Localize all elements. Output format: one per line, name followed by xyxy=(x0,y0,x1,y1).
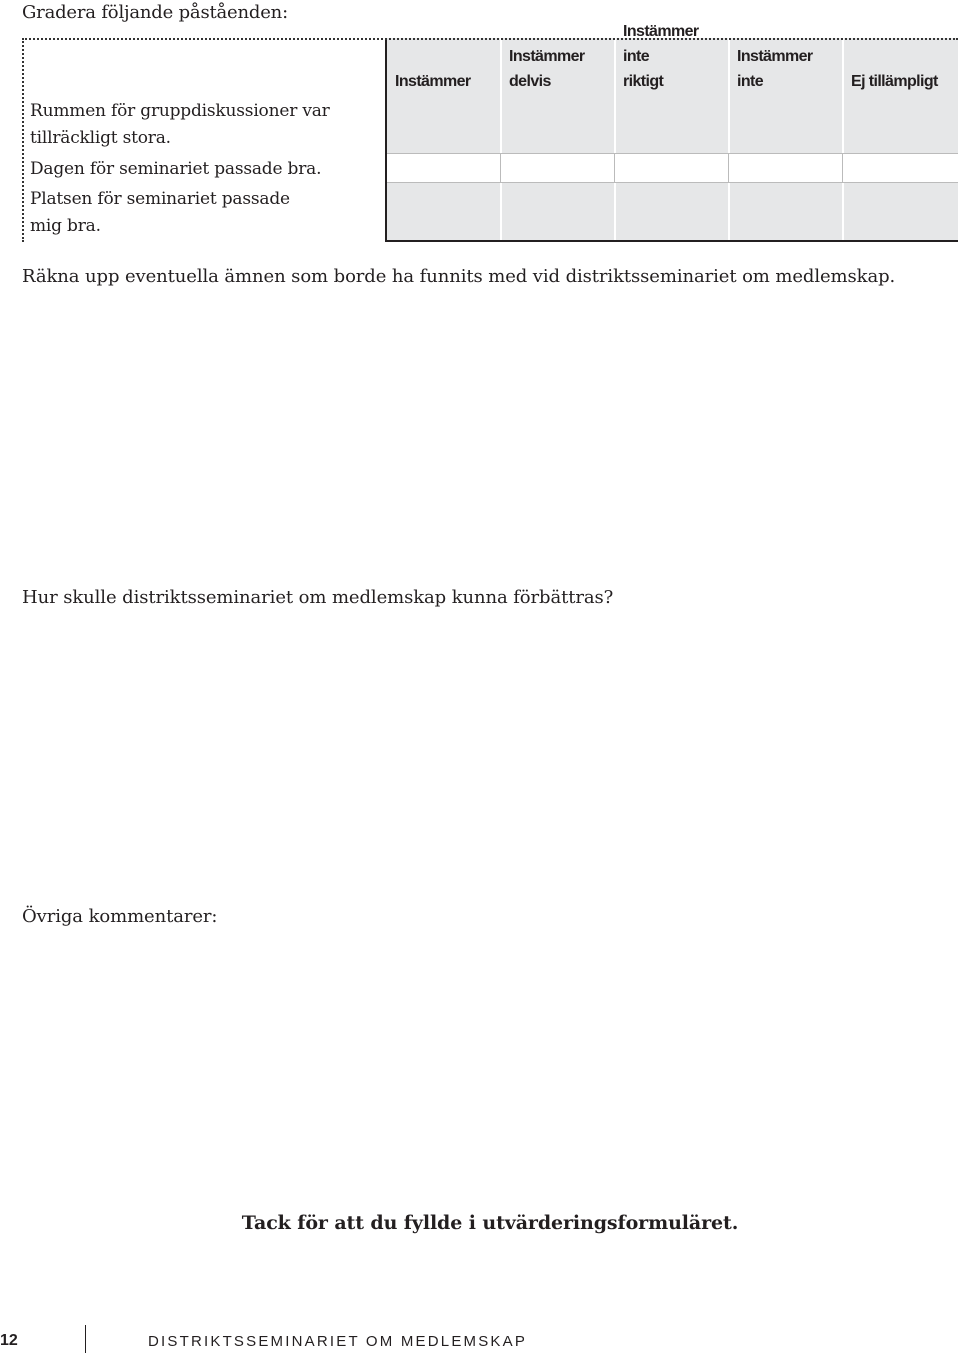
question-topics: Räkna upp eventuella ämnen som borde ha funnits med vid distriktsseminariet om medlemskap. xyxy=(22,266,896,287)
footer-title: DISTRIKTSSEMINARIET OM MEDLEMSKAP xyxy=(148,1333,528,1350)
statement-day: Dagen för seminariet passade bra. xyxy=(30,159,322,179)
page-heading: Gradera följande påståenden: xyxy=(22,2,288,23)
statement-rooms: Rummen för gruppdiskussioner var tillräckligt stora. xyxy=(30,101,330,148)
thank-you-note: Tack för att du fyllde i utvärderingsformuläret. xyxy=(241,1212,739,1234)
statement-venue: Platsen för seminariet passade mig bra. xyxy=(30,189,290,236)
column-header-ej-tillampligt: Ej tillämpligt xyxy=(851,73,938,90)
answer-cell[interactable] xyxy=(616,99,728,153)
answer-cell[interactable] xyxy=(844,99,958,153)
answer-cell[interactable] xyxy=(502,99,614,153)
column-header-instammer: Instämmer xyxy=(395,73,471,90)
answer-area-improve[interactable] xyxy=(22,618,952,898)
table-bottom-rule xyxy=(386,240,958,242)
answer-cell[interactable] xyxy=(730,99,842,153)
page-number: 12 xyxy=(0,1332,18,1349)
rating-table xyxy=(22,23,958,242)
question-comments: Övriga kommentarer: xyxy=(22,906,218,927)
answer-cell[interactable] xyxy=(388,99,500,153)
column-header-instammer-inte: Instämmer inte xyxy=(737,48,813,90)
question-improve: Hur skulle distriktsseminariet om medlemskap kunna förbättras? xyxy=(22,587,614,608)
column-header-instammer-inte-riktigt: Instämmer inte riktigt xyxy=(623,23,699,90)
column-header-instammer-delvis: Instämmer delvis xyxy=(509,48,585,90)
footer-divider xyxy=(85,1325,86,1353)
answer-area-comments[interactable] xyxy=(22,938,952,1198)
answer-area-topics[interactable] xyxy=(22,296,952,576)
